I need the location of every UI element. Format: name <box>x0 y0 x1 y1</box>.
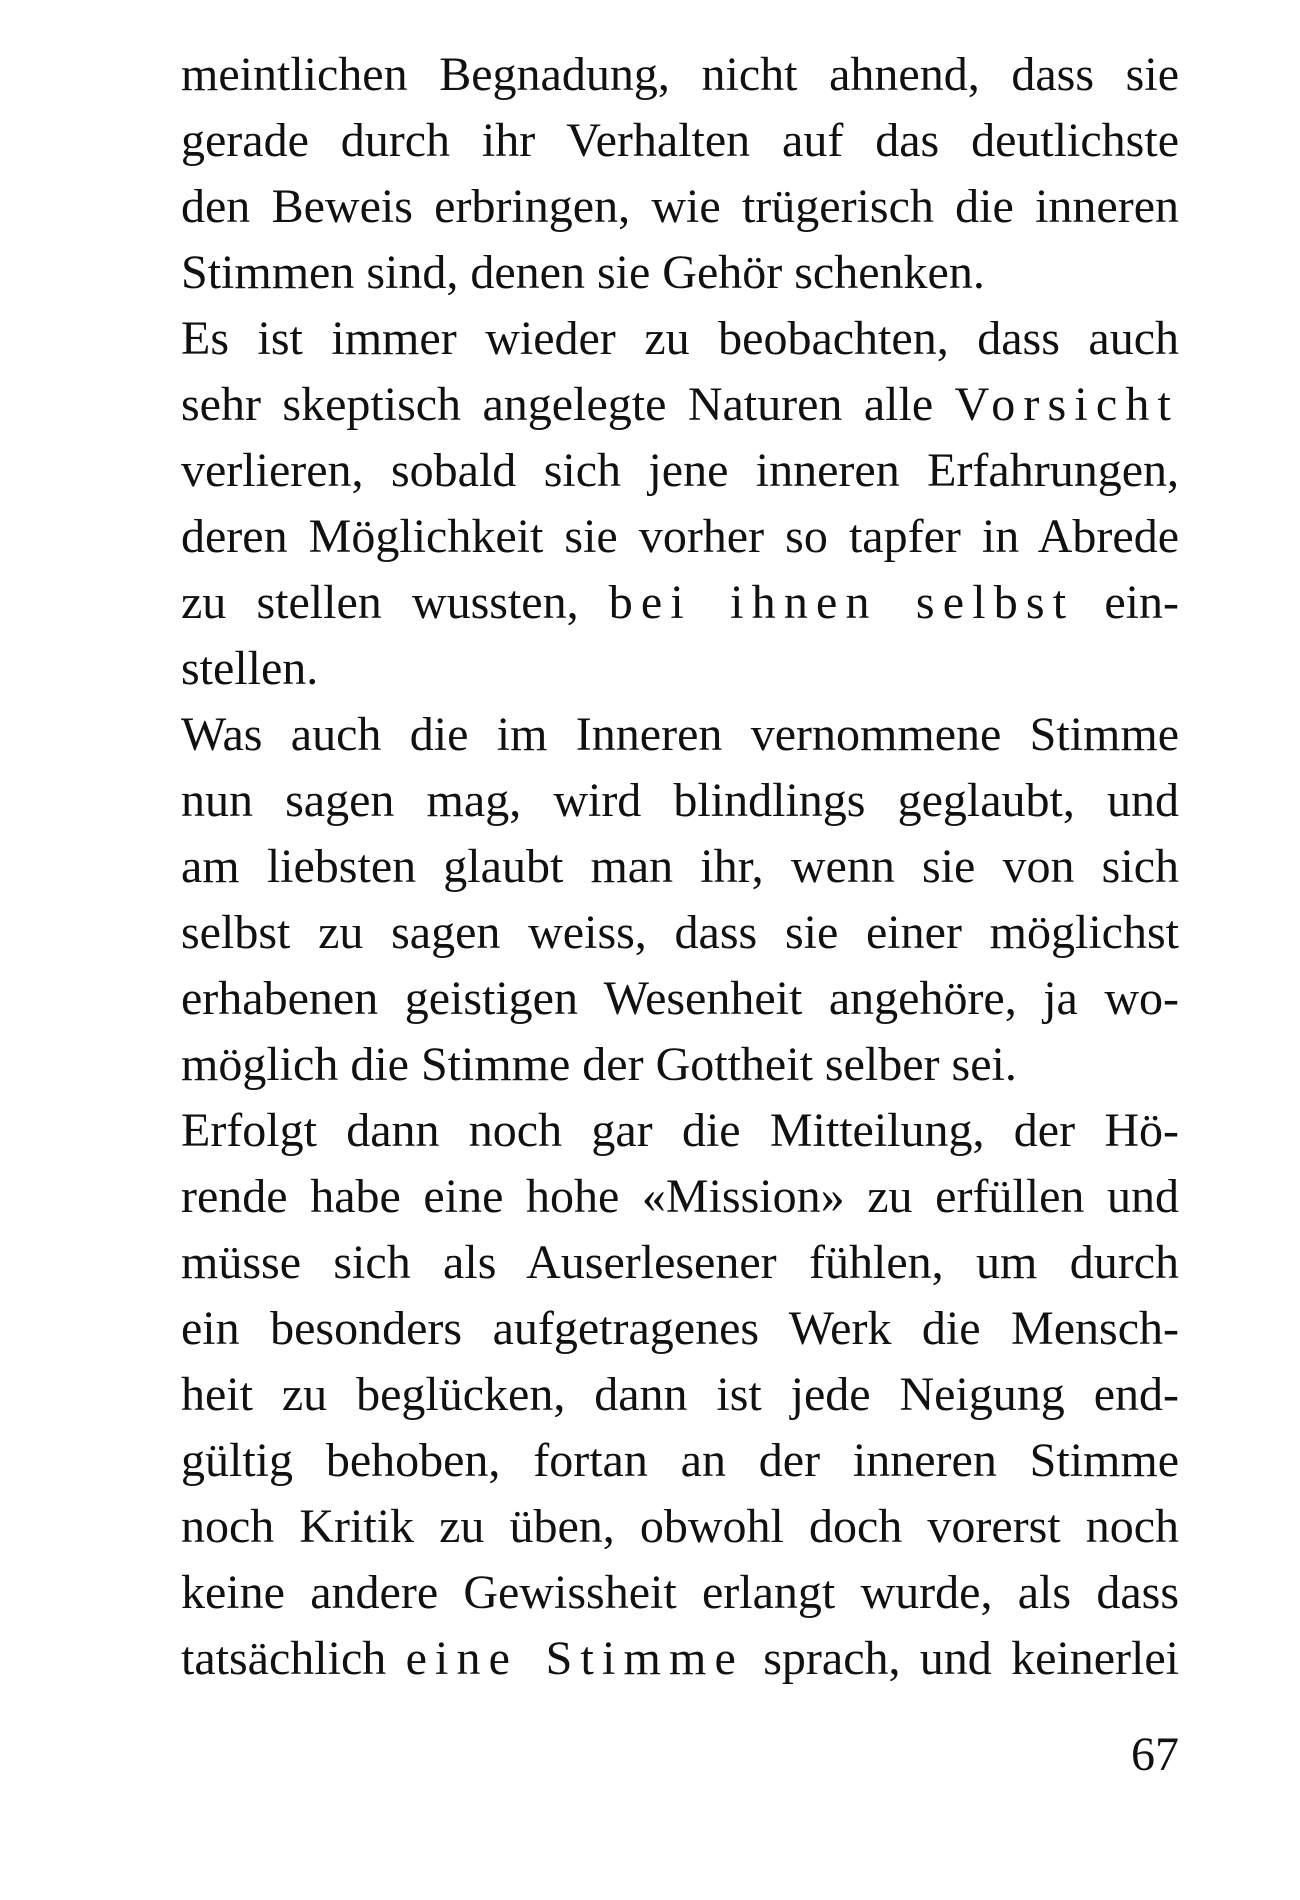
text-line: heit zu beglücken, dann ist jede Neigung end- <box>181 1368 1179 1421</box>
text-line: meintlichen Begnadung, nicht ahnend, dass sie <box>181 48 1179 101</box>
text-segment: sehr skeptisch angelegte Naturen alle <box>181 378 934 431</box>
text-line: den Beweis erbringen, wie trügerisch die inneren <box>181 180 1179 233</box>
text-line: deren Möglichkeit sie vorher so tapfer in Abrede <box>181 510 1179 563</box>
text-line: ein besonders aufgetragenes Werk die Mensch- <box>181 1302 1179 1355</box>
text-line: am liebsten glaubt man ihr, wenn sie von sich <box>181 840 1179 893</box>
text-segment: ein- <box>1104 576 1179 629</box>
text-segment: tatsächlich <box>181 1632 387 1685</box>
text-line: Stimmen sind, denen sie Gehör schenken. <box>181 246 985 299</box>
text-line: gerade durch ihr Verhalten auf das deutlichste <box>181 114 1179 167</box>
text-line: Was auch die im Inneren vernommene Stimme <box>181 708 1179 761</box>
text-line: keine andere Gewissheit erlangt wurde, als dass <box>181 1566 1179 1619</box>
text-line: möglich die Stimme der Gottheit selber sei. <box>181 1038 1017 1091</box>
page-number: 67 <box>1131 1728 1179 1781</box>
text-line: Es ist immer wieder zu beobachten, dass auch <box>181 312 1179 365</box>
spaced-emphasis: Vorsicht <box>954 378 1180 431</box>
text-segment: zu stellen wussten, <box>181 576 579 629</box>
text-line: noch Kritik zu üben, obwohl doch vorerst noch <box>181 1500 1179 1553</box>
text-line: stellen. <box>181 642 319 695</box>
text-line: müsse sich als Auserlesener fühlen, um durch <box>181 1236 1179 1289</box>
text-line <box>181 1629 1179 1689</box>
spaced-emphasis: eine Stimme <box>405 1632 744 1685</box>
text-line: nun sagen mag, wird blindlings geglaubt, und <box>181 774 1179 827</box>
text-line: Erfolgt dann noch gar die Mitteilung, der Hö- <box>181 1104 1179 1157</box>
text-segment: sprach, und keinerlei <box>763 1632 1180 1685</box>
spaced-emphasis: bei ihnen selbst <box>608 576 1075 629</box>
text-line: gültig behoben, fortan an der inneren Stimme <box>181 1434 1179 1487</box>
text-line: verlieren, sobald sich jene inneren Erfahrungen, <box>181 444 1179 497</box>
text-line <box>181 573 1179 633</box>
text-line: erhabenen geistigen Wesenheit angehöre, ja wo- <box>181 972 1179 1025</box>
text-line <box>181 375 1179 435</box>
text-line: rende habe eine hohe «Mission» zu erfüllen und <box>181 1170 1179 1223</box>
text-line: selbst zu sagen weiss, dass sie einer möglichst <box>181 906 1179 959</box>
